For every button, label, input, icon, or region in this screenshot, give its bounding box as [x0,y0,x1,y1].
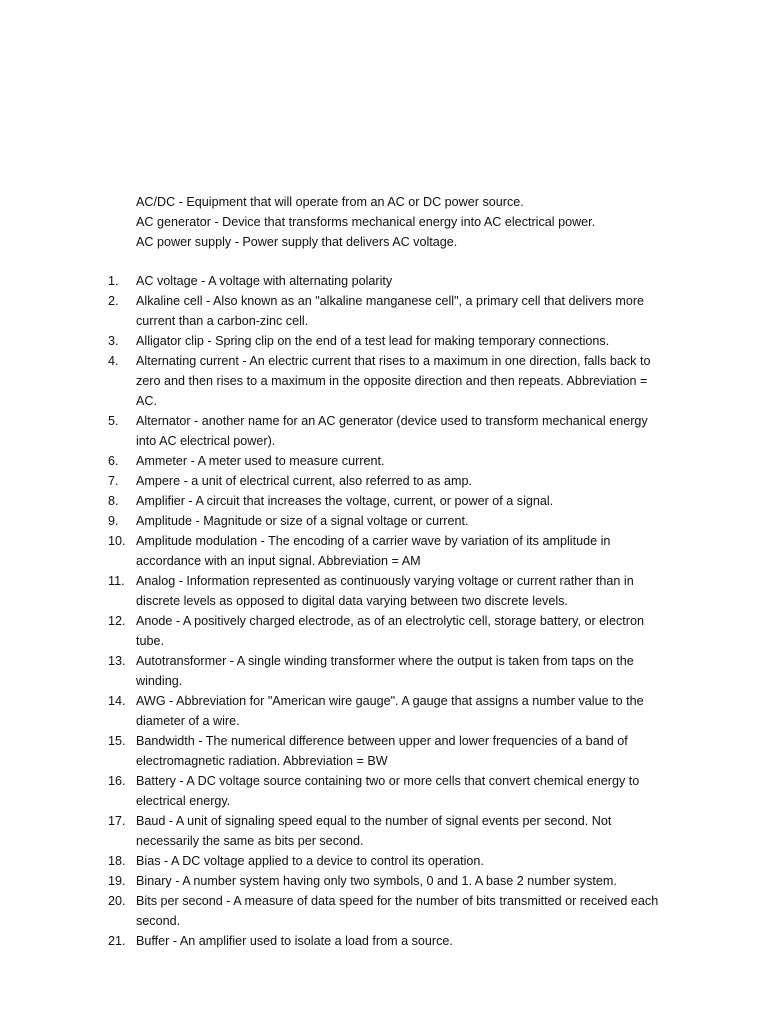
item-number: 18. [108,854,126,868]
item-number: 19. [108,874,126,888]
item-text: AWG - Abbreviation for "American wire gauge". A gauge that assigns a number value to the diameter of a wire. [136,694,644,728]
item-text: Alternator - another name for an AC generator (device used to transform mechanical energy into AC electrical power). [136,414,648,448]
item-text: Battery - A DC voltage source containing two or more cells that convert chemical energy to electrical energy. [136,774,640,808]
intro-line: AC generator - Device that transforms mechanical energy into AC electrical power. [136,215,596,229]
list-item [108,871,668,891]
paragraph-spacer [108,252,668,271]
item-number: 9. [108,514,119,528]
item-number: 10. [108,534,126,548]
item-text: AC voltage - A voltage with alternating polarity [136,274,393,288]
item-text: Buffer - An amplifier used to isolate a load from a source. [136,934,453,948]
list-item [108,351,668,411]
item-text: Bandwidth - The numerical difference between upper and lower frequencies of a band of electromagnetic radiation. Abbreviation = BW [136,734,628,768]
glossary-content [108,192,668,951]
list-item [108,771,668,811]
item-number: 12. [108,614,126,628]
item-number: 14. [108,694,126,708]
item-text: Binary - A number system having only two symbols, 0 and 1. A base 2 number system. [136,874,617,888]
item-number: 13. [108,654,126,668]
item-text: Ampere - a unit of electrical current, also referred to as amp. [136,474,472,488]
list-item [108,731,668,771]
list-item [108,331,668,351]
item-text: Analog - Information represented as continuously varying voltage or current rather than in discrete levels as opposed to digital data varying between two discrete levels. [136,574,634,608]
item-text: Alkaline cell - Also known as an "alkaline manganese cell", a primary cell that delivers more current than a carbon-zinc cell. [136,294,645,328]
item-number: 6. [108,454,119,468]
list-item [108,691,668,731]
list-item [108,931,668,951]
item-number: 15. [108,734,126,748]
list-item [108,571,668,611]
item-number: 11. [108,574,125,588]
item-text: Bias - A DC voltage applied to a device to control its operation. [136,854,484,868]
list-item [108,531,668,571]
list-item [108,411,668,451]
list-item [108,611,668,651]
item-number: 1. [108,274,119,288]
item-number: 20. [108,894,126,908]
item-text: Amplitude modulation - The encoding of a carrier wave by variation of its amplitude in accordance with an input signal. Abbreviation = AM [136,534,611,568]
list-item [108,291,668,331]
item-text: Amplifier - A circuit that increases the voltage, current, or power of a signal. [136,494,554,508]
list-item [108,511,668,531]
list-item [108,491,668,511]
item-number: 17. [108,814,126,828]
item-text: Anode - A positively charged electrode, as of an electrolytic cell, storage battery, or electron tube. [136,614,644,648]
item-number: 3. [108,334,119,348]
intro-line: AC/DC - Equipment that will operate from an AC or DC power source. [136,195,524,209]
item-number: 5. [108,414,119,428]
list-item [108,651,668,691]
list-item [108,811,668,851]
item-text: Baud - A unit of signaling speed equal to the number of signal events per second. Not necessarily the same as bits per second. [136,814,612,848]
list-item [108,271,668,291]
item-text: Bits per second - A measure of data speed for the number of bits transmitted or received each second. [136,894,659,928]
list-item [108,471,668,491]
item-text: Alligator clip - Spring clip on the end of a test lead for making temporary connections. [136,334,610,348]
item-number: 2. [108,294,119,308]
item-text: Ammeter - A meter used to measure current. [136,454,385,468]
list-item [108,451,668,471]
item-number: 7. [108,474,119,488]
item-text: Amplitude - Magnitude or size of a signal voltage or current. [136,514,469,528]
list-item [108,891,668,931]
item-number: 21. [108,934,126,948]
item-text: Autotransformer - A single winding transformer where the output is taken from taps on the winding. [136,654,634,688]
item-text: Alternating current - An electric current that rises to a maximum in one direction, falls back to zero and then rises to a maximum in the opposite direction and then repeats. Abbreviation = AC. [136,354,651,408]
list-item [108,851,668,871]
item-number: 4. [108,354,119,368]
glossary-list [108,271,668,951]
item-number: 16. [108,774,126,788]
item-number: 8. [108,494,119,508]
intro-line: AC power supply - Power supply that delivers AC voltage. [136,235,458,249]
